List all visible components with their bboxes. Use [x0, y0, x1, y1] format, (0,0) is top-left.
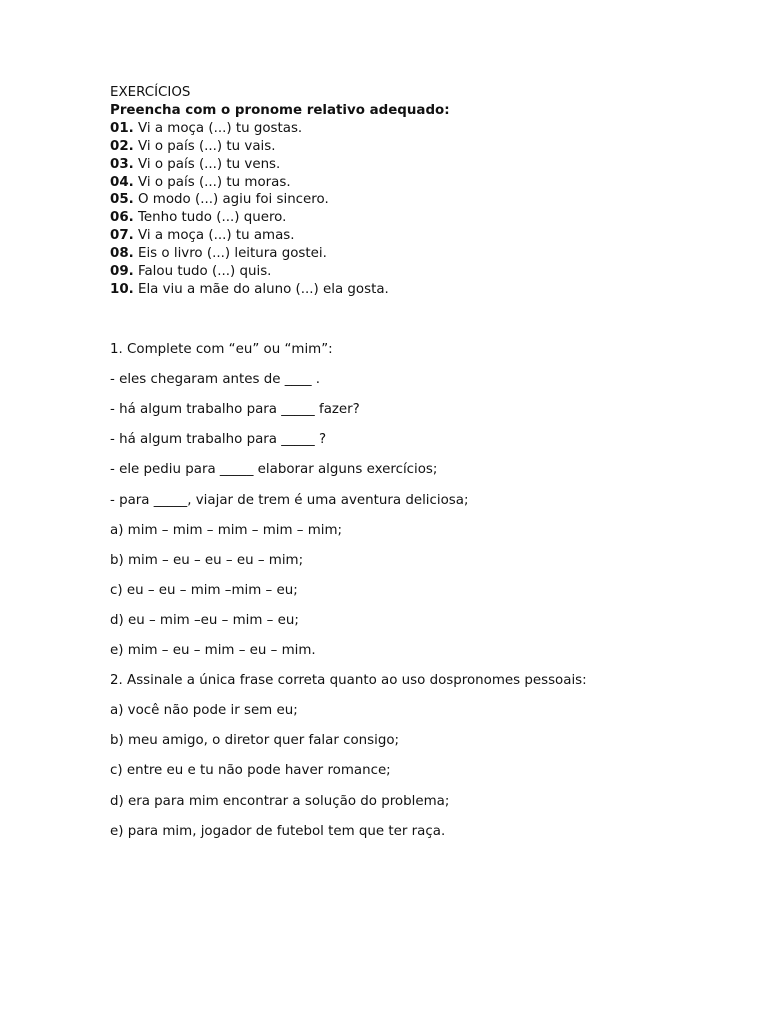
exercise-text: Falou tudo (...) quis.: [133, 264, 272, 280]
question-line: b) meu amigo, o diretor quer falar consigo;: [110, 733, 400, 749]
exercise-number: 01.: [110, 120, 134, 136]
exercise-item: [110, 281, 730, 299]
exercise-text: Eis o livro (...) leitura gostei.: [133, 246, 327, 262]
exercise-number: 06.: [110, 210, 134, 226]
question-line: c) entre eu e tu não pode haver romance;: [110, 763, 391, 779]
exercise-number: 07.: [110, 228, 134, 244]
question-line: 1. Complete com “eu” ou “mim”:: [110, 342, 333, 357]
question-line: a) mim – mim – mim – mim – mim;: [110, 522, 343, 538]
exercise-item: [110, 120, 730, 138]
exercise-text: Vi o país (...) tu vais.: [133, 138, 276, 154]
exercise-number: 02.: [110, 138, 134, 154]
exercise-number: 10.: [110, 281, 134, 297]
exercise-item: [110, 245, 730, 263]
exercise-text: Vi o país (...) tu moras.: [133, 174, 291, 190]
exercise-text: Vi o país (...) tu vens.: [133, 156, 281, 172]
question-line: - ele pediu para _____ elaborar alguns exercícios;: [110, 462, 438, 478]
exercise-text: Vi a moça (...) tu amas.: [133, 228, 295, 244]
exercise-item: [110, 156, 730, 174]
exercise-number: 05.: [110, 192, 134, 208]
exercises-title: EXERCÍCIOS: [110, 85, 191, 100]
exercise-number: 08.: [110, 246, 134, 262]
exercise-list: [110, 120, 730, 299]
question-line: - há algum trabalho para _____ ?: [110, 432, 327, 448]
exercise-item: [110, 209, 730, 227]
exercise-text: Ela viu a mãe do aluno (...) ela gosta.: [133, 281, 389, 297]
question-line: c) eu – eu – mim –mim – eu;: [110, 582, 298, 598]
exercises-section: [110, 84, 730, 299]
exercise-text: Tenho tudo (...) quero.: [133, 210, 287, 226]
exercise-number: 09.: [110, 264, 134, 280]
question-line: a) você não pode ir sem eu;: [110, 703, 298, 719]
question-line: d) eu – mim –eu – mim – eu;: [110, 612, 299, 628]
exercise-item: [110, 227, 730, 245]
exercise-item: [110, 191, 730, 209]
question-line: e) mim – eu – mim – eu – mim.: [110, 643, 316, 658]
document-page: [110, 84, 730, 839]
exercises-instruction: Preencha com o pronome relativo adequado:: [110, 102, 450, 118]
exercise-text: O modo (...) agiu foi sincero.: [133, 192, 329, 208]
question-line: - há algum trabalho para _____ fazer?: [110, 402, 360, 418]
question-line: e) para mim, jogador de futebol tem que ter raça.: [110, 823, 446, 839]
exercise-text: Vi a moça (...) tu gostas.: [133, 120, 303, 136]
exercise-item: [110, 138, 730, 156]
question-line: - eles chegaram antes de ____ .: [110, 372, 321, 388]
question-line: 2. Assinale a única frase correta quanto ao uso dospronomes pessoais:: [110, 673, 587, 689]
question-line: d) era para mim encontrar a solução do problema;: [110, 793, 450, 809]
exercise-item: [110, 174, 730, 192]
exercise-number: 04.: [110, 174, 134, 190]
exercise-item: [110, 263, 730, 281]
question-line: b) mim – eu – eu – eu – mim;: [110, 552, 304, 568]
question-line: - para _____, viajar de trem é uma aventura deliciosa;: [110, 492, 469, 508]
exercise-number: 03.: [110, 156, 134, 172]
